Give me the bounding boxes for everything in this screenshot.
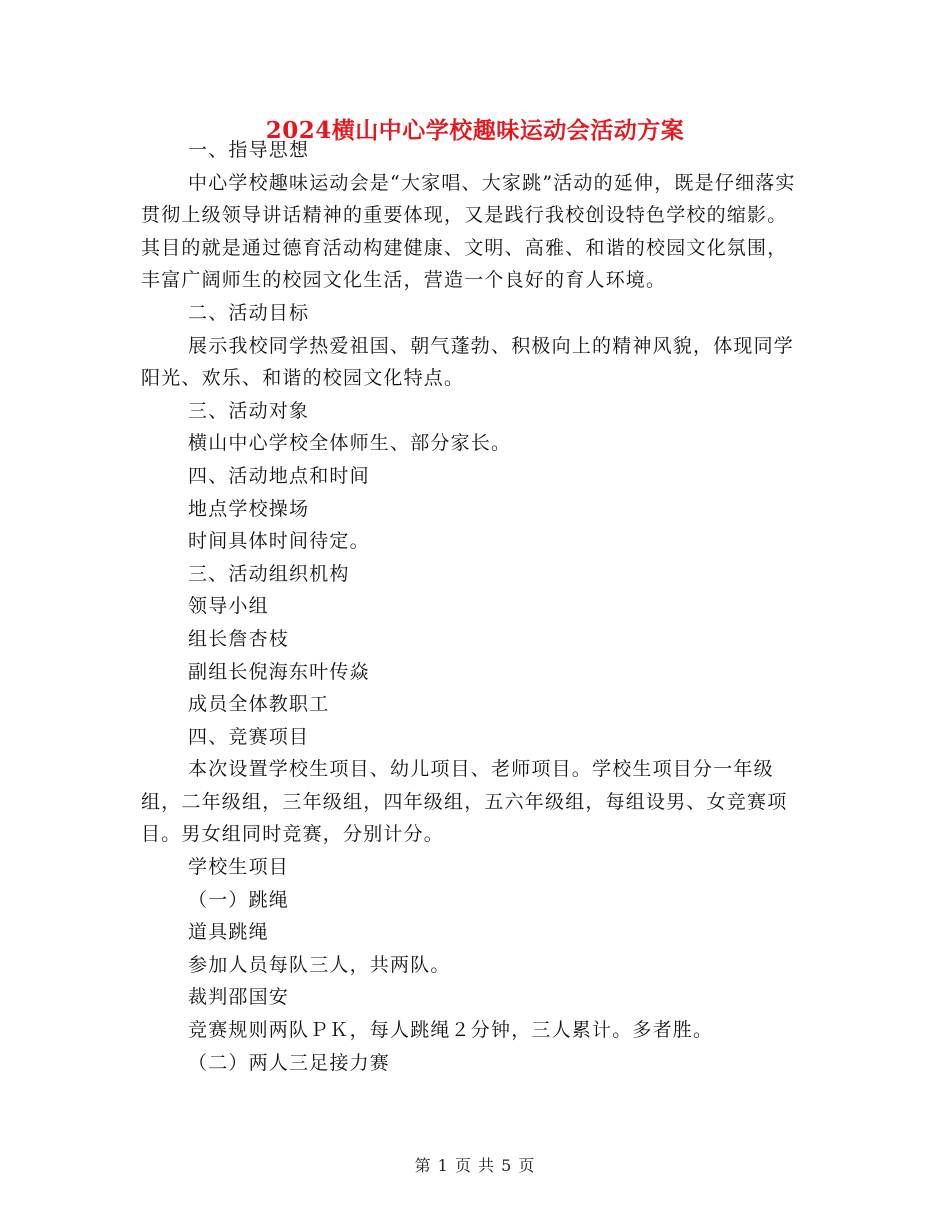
paragraph-location: 地点学校操场	[188, 497, 310, 520]
heading-activity-target: 三、活动对象	[188, 399, 310, 422]
heading-organization: 三、活动组织机构	[188, 562, 350, 585]
heading-three-legged-relay: （二）两人三足接力赛	[188, 1051, 391, 1074]
paragraph-activity-target: 横山中心学校全体师生、部分家长。	[188, 432, 512, 455]
document-body	[141, 134, 801, 1079]
paragraph-time: 时间具体时间待定。	[188, 530, 370, 553]
document-title: 2024横山中心学校趣味运动会活动方案	[265, 117, 685, 144]
paragraph-competition-items: 本次设置学校生项目、幼儿项目、老师项目。学校生项目分一年级组，二年级组，三年级组，四年级组，五六年级组，每组设男、女竞赛项目。男女组同时竞赛，分别计分。	[141, 758, 788, 846]
paragraph-group-leader: 组长詹杏枝	[188, 627, 290, 650]
paragraph-activity-goal: 展示我校同学热爱祖国、朝气蓬勃、积极向上的精神风貌，体现同学阳光、欢乐、和谐的校园文化特点。	[141, 334, 795, 390]
paragraph-student-items: 学校生项目	[188, 856, 290, 879]
heading-competition-items: 四、竞赛项目	[188, 725, 310, 748]
heading-jump-rope: （一）跳绳	[188, 888, 290, 911]
paragraph-members: 成员全体教职工	[188, 693, 330, 716]
heading-guiding-idea: 一、指导思想	[188, 139, 310, 161]
paragraph-guiding-idea: 中心学校趣味运动会是“大家唱、大家跳”活动的延伸，既是仔细落实贯彻上级领导讲话精神的重要体现，又是践行我校创设特色学校的缩影。其目的就是通过德育活动构建健康、文明、高雅、和谐的校园文化氛围，丰富广阔师生的校园文化生活，营造一个良好的育人环境。	[141, 171, 796, 292]
paragraph-deputy-leader: 副组长倪海东叶传焱	[188, 660, 370, 683]
paragraph-props: 道具跳绳	[188, 921, 269, 944]
heading-location-time: 四、活动地点和时间	[188, 464, 370, 487]
paragraph-leadership-group: 领导小组	[188, 595, 269, 618]
paragraph-referee: 裁判邵国安	[188, 986, 290, 1009]
heading-activity-goal: 二、活动目标	[188, 301, 310, 324]
paragraph-participants: 参加人员每队三人，共两队。	[188, 953, 451, 976]
page-footer: 第 1 页 共 5 页	[414, 1156, 536, 1175]
paragraph-rules: 竞赛规则两队ＰＫ，每人跳绳２分钟，三人累计。多者胜。	[188, 1019, 714, 1042]
